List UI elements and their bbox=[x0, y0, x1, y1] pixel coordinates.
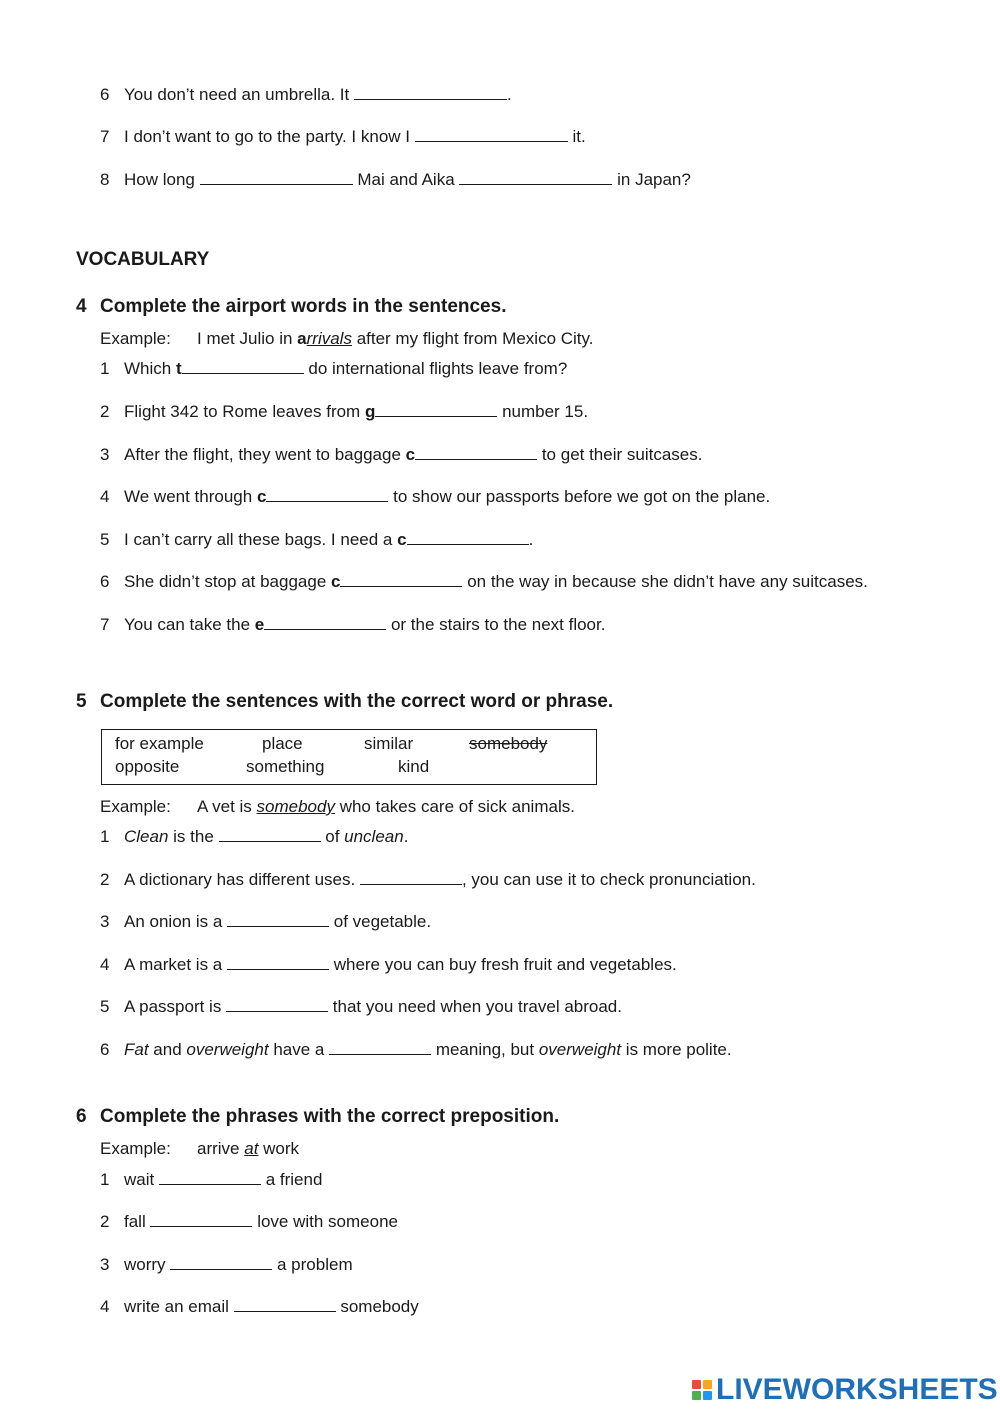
question-6-example: arrive at work bbox=[197, 1139, 300, 1158]
answer-blank[interactable] bbox=[266, 486, 388, 502]
item-number: 7 bbox=[100, 127, 110, 146]
word-box-item: similar bbox=[364, 734, 414, 753]
answer-blank[interactable] bbox=[182, 358, 304, 374]
logo-square bbox=[692, 1391, 701, 1400]
answer-blank[interactable] bbox=[329, 1039, 431, 1055]
logo-square bbox=[703, 1391, 712, 1400]
question-5-example: A vet is somebody who takes care of sick animals. bbox=[197, 797, 575, 816]
answer-blank[interactable] bbox=[354, 84, 507, 100]
answer-blank[interactable] bbox=[226, 996, 328, 1012]
question-6-number: 6 bbox=[76, 1106, 87, 1127]
answer-blank[interactable] bbox=[360, 869, 462, 885]
answer-blank[interactable] bbox=[264, 614, 386, 630]
logo-square bbox=[692, 1380, 701, 1389]
section-heading-vocabulary: VOCABULARY bbox=[76, 249, 210, 270]
example-label: Example: bbox=[100, 797, 171, 816]
logo-square bbox=[703, 1380, 712, 1389]
item-number: 8 bbox=[100, 170, 110, 189]
word-box-item: place bbox=[262, 734, 303, 753]
answer-blank[interactable] bbox=[415, 444, 537, 460]
word-box-item: opposite bbox=[115, 757, 180, 776]
liveworksheets-logo[interactable] bbox=[692, 1374, 998, 1406]
question-5-title: Complete the sentences with the correct word or phrase. bbox=[100, 691, 614, 712]
answer-blank[interactable] bbox=[150, 1211, 252, 1227]
answer-blank[interactable] bbox=[415, 126, 568, 142]
logo-text: LIVEWORKSHEETS bbox=[716, 1373, 998, 1406]
question-6-title: Complete the phrases with the correct preposition. bbox=[100, 1106, 560, 1127]
answer-blank[interactable] bbox=[375, 401, 497, 417]
answer-blank[interactable] bbox=[407, 529, 529, 545]
example-label: Example: bbox=[100, 329, 171, 348]
word-box-item-used: somebody bbox=[469, 734, 548, 753]
word-box-item: for example bbox=[115, 734, 204, 753]
item-number: 6 bbox=[100, 85, 110, 104]
question-4-example: I met Julio in arrivals after my flight from Mexico City. bbox=[197, 329, 594, 348]
answer-blank[interactable] bbox=[159, 1169, 261, 1185]
answer-blank[interactable] bbox=[227, 911, 329, 927]
question-5-number: 5 bbox=[76, 691, 87, 712]
word-box bbox=[101, 729, 597, 785]
question-4-number: 4 bbox=[76, 296, 87, 317]
example-label: Example: bbox=[100, 1139, 171, 1158]
answer-blank[interactable] bbox=[234, 1296, 336, 1312]
word-box-item: something bbox=[246, 757, 325, 776]
answer-blank[interactable] bbox=[170, 1254, 272, 1270]
answer-blank[interactable] bbox=[227, 954, 329, 970]
answer-blank[interactable] bbox=[200, 169, 353, 185]
answer-blank[interactable] bbox=[340, 571, 462, 587]
answer-blank[interactable] bbox=[459, 169, 612, 185]
logo-mark-icon bbox=[692, 1380, 712, 1400]
answer-blank[interactable] bbox=[219, 826, 321, 842]
question-4-title: Complete the airport words in the sentences. bbox=[100, 296, 507, 317]
word-box-item: kind bbox=[398, 757, 430, 776]
